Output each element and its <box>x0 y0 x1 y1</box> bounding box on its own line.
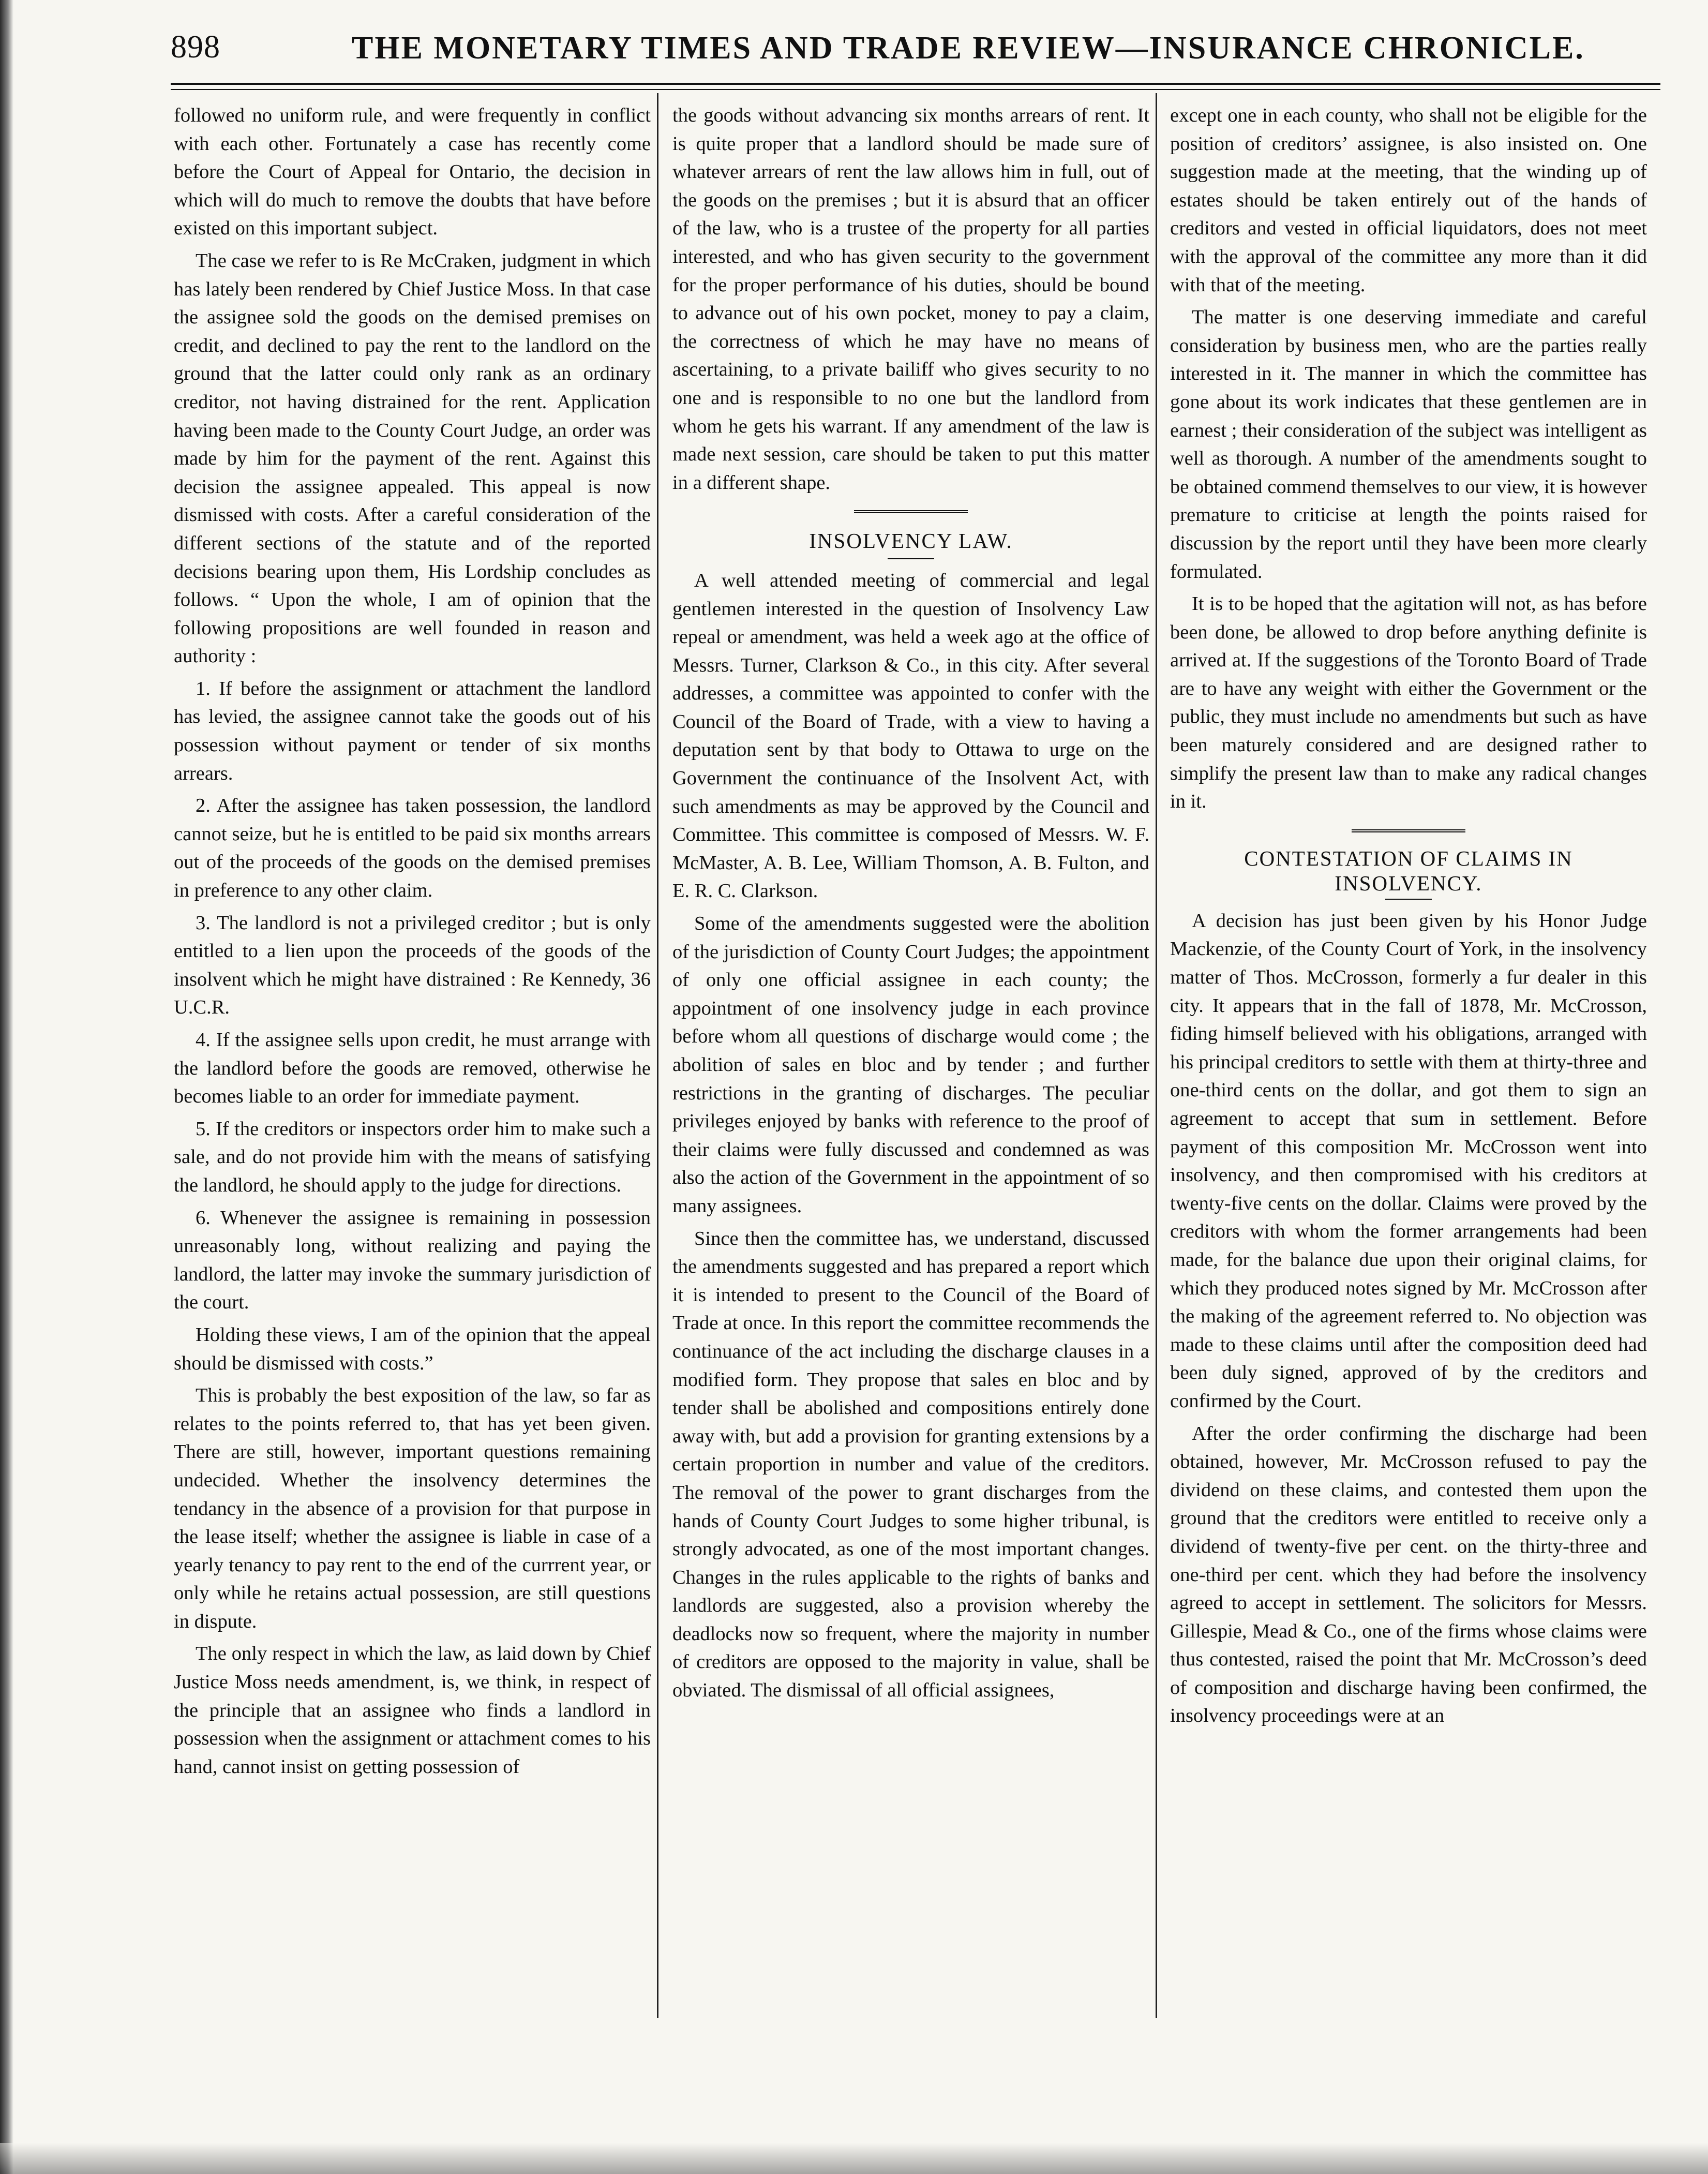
section-heading: INSOLVENCY LAW. <box>809 529 1013 553</box>
column-1 <box>174 101 651 2047</box>
page-number: 898 <box>171 29 220 65</box>
paragraph: After the order confirming the discharge had been obtained, however, Mr. McCrosson refused to pay the dividend on these claims, and contested them upon the ground that the creditors were entitled to receive only a dividend of twenty-five per cent. on the thirty-three and one-third per cent. which they had before the insolvency agreed to accept in settlement. The solicitors for Messrs. Gillespie, Mead & Co., one of the firms whose claims were thus contested, raised the point that Mr. McCrosson’s deed of composition and discharge having been confirmed, the insolvency proceedings were at an <box>1170 1422 1647 1727</box>
paragraph: Holding these views, I am of the opinion that the appeal should be dismissed with costs.” <box>174 1323 651 1374</box>
paragraph: A well attended meeting of commercial and legal gentlemen interested in the question of Insolvency Law repeal or amendment, was held a week ago at the office of Messrs. Turner, Clarkson & Co., in this city. After several addresses, a committee was appointed to confer with the Council of the Board of Trade, with a view to having a deputation sent by that body to Ottawa to urge on the Government the continuance of the Insolvent Act, with such amendments as may be approved by the Council and Committee. This committee is composed of Messrs. W. F. McMaster, A. B. Lee, William Thomson, A. B. Fulton, and E. R. C. Clarkson. <box>672 569 1149 902</box>
paragraph: This is probably the best exposition of the law, so far as relates to the points referred to, that has yet been given. There are still, however, important questions remaining undecided. Whether the insolvency determines the tendancy in the absence of a provision for that purpose in the lease itself; whether the assignee is liable in case of a yearly tenancy to pay rent to the end of the currrent year, or only while he retains actual possession, are still questions in dispute. <box>174 1384 651 1632</box>
paragraph: the goods without advancing six months arrears of rent. It is quite proper that a landlord should be made sure of whatever arrears of rent the law allows him in full, out of the goods on the premises ; but it is absurd that an officer of the law, who is a trustee of the property for all parties interested, and who has given security to the government for the proper performance of his duties, should be bound to advance out of his own pocket, money to pay a claim, the correctness of which he may have no means of ascertaining, to a private bailiff who gives security to no one and is responsible to no one but the landlord from whom he gets his warrant. If any amendment of the law is made next session, care should be taken to put this matter in a different shape. <box>672 105 1149 494</box>
paragraph: followed no uniform rule, and were frequently in conflict with each other. Fortunately a case has recently come before the Court of Appeal for Ontario, the decision in which will do much to remove the doubts that have before existed on this important subject. <box>174 105 651 240</box>
scan-bottom-edge <box>0 2143 1708 2174</box>
column-3 <box>1170 101 1647 2047</box>
paragraph: The matter is one deserving immediate and careful consideration by business men, who are the parties really interested in it. The manner in which the committee has gone about its work indicates that these gentlemen are in earnest ; their consideration of the subject was intelligent as well as thorough. A number of the amendments sought to be obtained commend themselves to our view, it is however premature to criticise at length the points raised for discussion by the report until they have been more clearly formulated. <box>1170 306 1647 583</box>
masthead <box>171 25 1585 71</box>
section-divider <box>854 510 968 516</box>
scan-binding-edge <box>0 0 13 2174</box>
paragraph: 1. If before the assignment or attachment the landlord has levied, the assignee cannot take the goods out of his possession without payment or tender of six months arrears. <box>174 677 651 784</box>
paragraph: The only respect in which the law, as laid down by Chief Justice Moss needs amendment, is, we think, in respect of the principle that an assignee who finds a landlord in possession when the assignment or attachment comes to his hand, cannot insist on getting possession of <box>174 1643 651 1778</box>
paragraph: 2. After the assignee has taken possession, the landlord cannot seize, but he is entitled to be paid six months arrears out of the proceeds of the goods on the demised premises in preference to any other claim. <box>174 795 651 902</box>
paragraph: The case we refer to is Re McCraken, judgment in which has lately been rendered by Chief Justice Moss. In that case the assignee sold the goods on the demised premises on credit, and declined to pay the rent to the landlord on the ground that the latter could only rank as an ordinary creditor, not having distrained for the rent. Application having been made to the County Court Judge, an order was made by him for the payment of the rent. Against this decision the assignee appealed. This appeal is now dismissed with costs. After a careful consideration of the different sections of the statute and of the reported decisions bearing upon them, His Lordship concludes as follows. “ Upon the whole, I am of opinion that the following propositions are well founded in reason and authority : <box>174 249 651 667</box>
heading-rule <box>888 558 934 559</box>
paragraph: A decision has just been given by his Honor Judge Mackenzie, of the County Court of York, in the insolvency matter of Thos. McCrosson, formerly a fur dealer in this city. It appears that in the fall of 1878, Mr. McCrosson, fiding himself believed with his obligations, arranged with his principal creditors to settle with them at thirty-three and one-third cents on the dollar, and got them to sign an agreement to accept that sum in settlement. Before payment of this composition Mr. McCrosson went into insolvency, and then compromised with his creditors at twenty-five cents on the dollar. Claims were proved by the creditors with whom the former arrangements had been made, for the balance due upon their original claims, for which they produced notes signed by Mr. McCrosson after the making of the agreement referred to. No objection was made to these claims until after the composition deed had been duly signed, approved of by the creditors and confirmed by the Court. <box>1170 910 1647 1412</box>
paragraph: 4. If the assignee sells upon credit, he must arrange with the landlord before the goods are removed, otherwise he becomes liable to an order for immediate payment. <box>174 1029 651 1108</box>
paragraph: 3. The landlord is not a privileged creditor ; but is only entitled to a lien upon the proceeds of the goods of the insolvent which he might have distrained : Re Kennedy, 36 U.C.R. <box>174 912 651 1019</box>
paragraph: except one in each county, who shall not be eligible for the position of creditors’ assignee, is also insisted on. One suggestion made at the meeting, that the winding up of estates should be taken entirely out of the hands of creditors and vested in official liquidators, does not meet with the approval of the committee any more than it did with that of the meeting. <box>1170 105 1647 296</box>
paragraph: Some of the amendments suggested were the abolition of the jurisdiction of County Court Judges; the appointment of only one official assignee in each county; the appointment of one insolvency judge in each province before whom all questions of discharge would come ; the abolition of sales en bloc and by tender ; and further restrictions in the granting of discharges. The peculiar privileges enjoyed by banks with reference to the proof of their claims were fully discussed and condemned as was also the action of the Government in the appointment of so many assignees. <box>672 913 1149 1217</box>
paragraph: 5. If the creditors or inspectors order him to make such a sale, and do not provide him with the means of satisfying the landlord, he should apply to the judge for directions. <box>174 1118 651 1196</box>
section-divider <box>1352 829 1465 836</box>
paragraph: 6. Whenever the assignee is remaining in possession unreasonably long, without realizing and paying the landlord, the latter may invoke the summary jurisdiction of the court. <box>174 1207 651 1314</box>
paper-title: THE MONETARY TIMES AND TRADE REVIEW—INSURANCE CHRONICLE. <box>352 31 1585 66</box>
section-heading: CONTESTATION OF CLAIMS IN INSOLVENCY. <box>1244 846 1573 895</box>
paragraph: It is to be hoped that the agitation will not, as has before been done, be allowed to drop before anything definite is arrived at. If the suggestions of the Toronto Board of Trade are to have any weight with either the Government or the public, they must include no amendments but such as have been maturely considered and are designed rather to simplify the present law than to make any radical changes in it. <box>1170 593 1647 813</box>
column-divider-1 <box>657 93 658 2018</box>
column-divider-2 <box>1156 93 1157 2018</box>
heading-rule <box>1385 899 1432 900</box>
header-rule-thin <box>171 89 1660 90</box>
column-2 <box>672 101 1149 2047</box>
header-rule <box>171 83 1660 85</box>
paragraph: Since then the committee has, we understand, discussed the amendments suggested and has prepared a report which it is intended to present to the Council of the Board of Trade at once. In this report the committee recommends the continuance of the act including the discharge clauses in a modified form. They propose that sales en bloc and by tender shall be abolished and compositions entirely done away with, but add a provision for granting extensions by a certain proportion in number and value of the creditors. The removal of the power to grant discharges from the hands of County Court Judges to some higher tribunal, is strongly advocated, as one of the most important changes. Changes in the rules applicable to the rights of banks and landlords are suggested, also a provision whereby the deadlocks now so frequent, where the majority in number of creditors are opposed to the majority in value, shall be obviated. The dismissal of all official assignees, <box>672 1227 1149 1702</box>
